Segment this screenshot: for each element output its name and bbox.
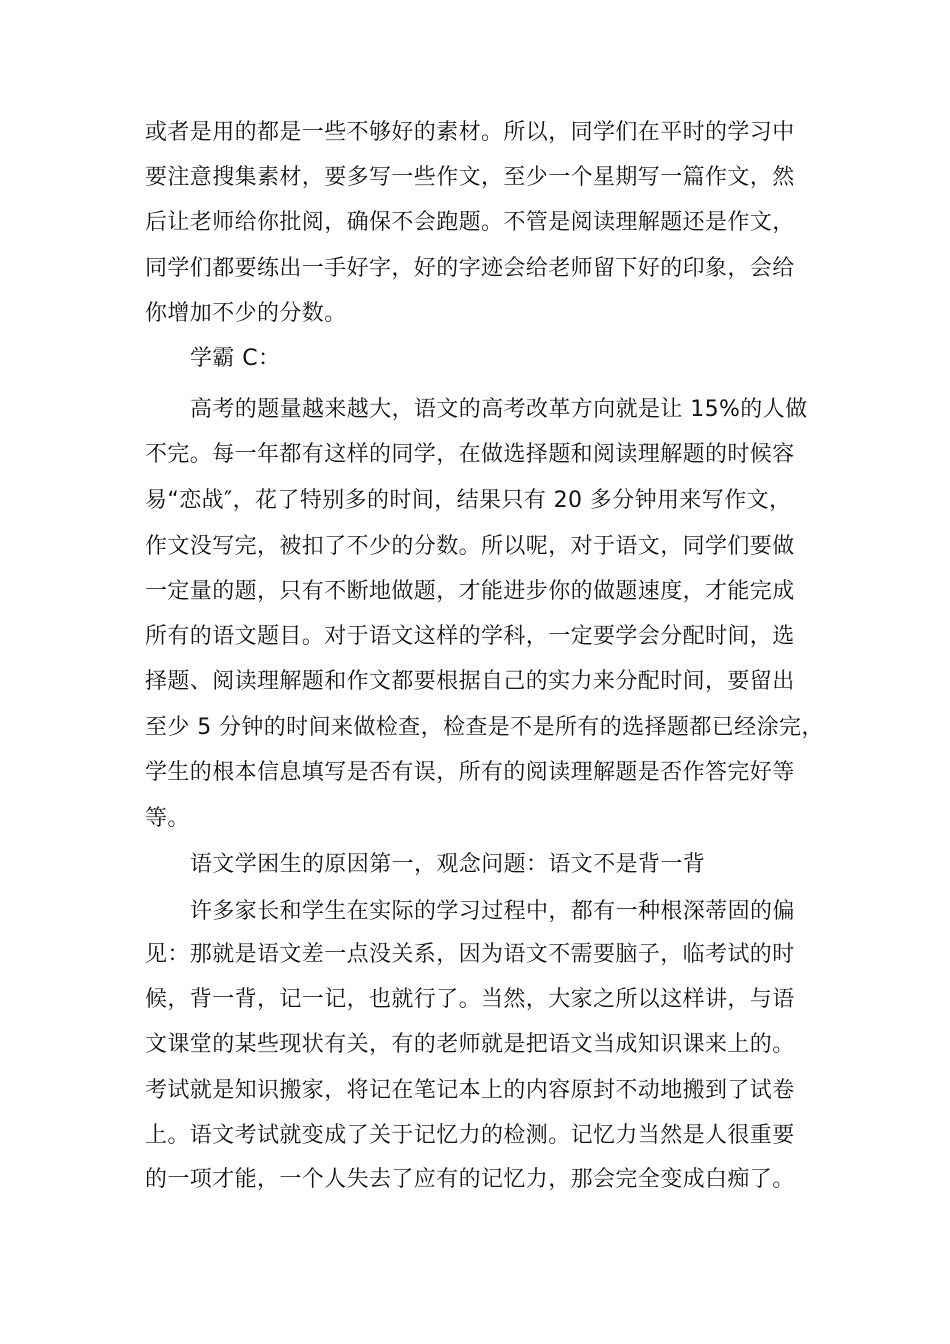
- paragraph-5-line-4: 文课堂的某些现状有关，有的老师就是把语文当成知识课来上的。: [145, 1032, 795, 1057]
- paragraph-5-line-1: 许多家长和学生在实际的学习过程中，都有一种根深蒂固的偏: [190, 899, 795, 924]
- paragraph-3-line-6: 所有的语文题目。对于语文这样的学科，一定要学会分配时间，选: [145, 624, 795, 649]
- paragraph-1-line-3: 后让老师给你批阅，确保不会跑题。不管是阅读理解题还是作文，: [145, 210, 795, 235]
- paragraph-3-line-7: 择题、阅读理解题和作文都要根据自己的实力来分配时间，要留出: [145, 669, 795, 694]
- paragraph-1-line-5: 你增加不少的分数。: [145, 301, 347, 326]
- paragraph-1-line-1: 或者是用的都是一些不够好的素材。所以，同学们在平时的学习中: [145, 120, 795, 145]
- paragraph-3-line-9: 学生的根本信息填写是否有误，所有的阅读理解题是否作答完好等: [145, 760, 795, 785]
- section-heading-xueba-c: 学霸 C：: [190, 346, 281, 371]
- paragraph-3-line-10: 等。: [145, 806, 190, 831]
- paragraph-3-line-2: 不完。每一年都有这样的同学，在做选择题和阅读理解题的时候容: [145, 442, 795, 467]
- paragraph-1-line-4: 同学们都要练出一手好字，好的字迹会给老师留下好的印象，会给: [145, 256, 795, 281]
- section-heading-reason-one: 语文学困生的原因第一，观念问题：语文不是背一背: [190, 852, 706, 877]
- paragraph-3-line-8: 至少 5 分钟的时间来做检查，检查是不是所有的选择题都已经涂完，: [145, 715, 824, 740]
- paragraph-5-line-2: 见：那就是语文差一点没关系，因为语文不需要脑子，临考试的时: [145, 942, 795, 967]
- paragraph-3-line-4: 作文没写完，被扣了不少的分数。所以呢，对于语文，同学们要做: [145, 534, 795, 559]
- paragraph-1-line-2: 要注意搜集素材，要多写一些作文，至少一个星期写一篇作文，然: [145, 165, 795, 190]
- paragraph-5-line-6: 上。语文考试就变成了关于记忆力的检测。记忆力当然是人很重要: [145, 1123, 795, 1148]
- paragraph-5-line-3: 候，背一背，记一记，也就行了。当然，大家之所以这样讲，与语: [145, 987, 795, 1012]
- paragraph-3-line-5: 一定量的题，只有不断地做题，才能进步你的做题速度，才能完成: [145, 579, 795, 604]
- paragraph-3-line-1: 高考的题量越来越大，语文的高考改革方向就是让 15%的人做: [190, 397, 808, 422]
- paragraph-3-line-3: 易“恋战″，花了特别多的时间，结果只有 20 多分钟用来写作文，: [145, 488, 792, 513]
- paragraph-5-line-7: 的一项才能，一个人失去了应有的记忆力，那会完全变成白痴了。: [145, 1167, 795, 1192]
- paragraph-5-line-5: 考试就是知识搬家，将记在笔记本上的内容原封不动地搬到了试卷: [145, 1078, 795, 1103]
